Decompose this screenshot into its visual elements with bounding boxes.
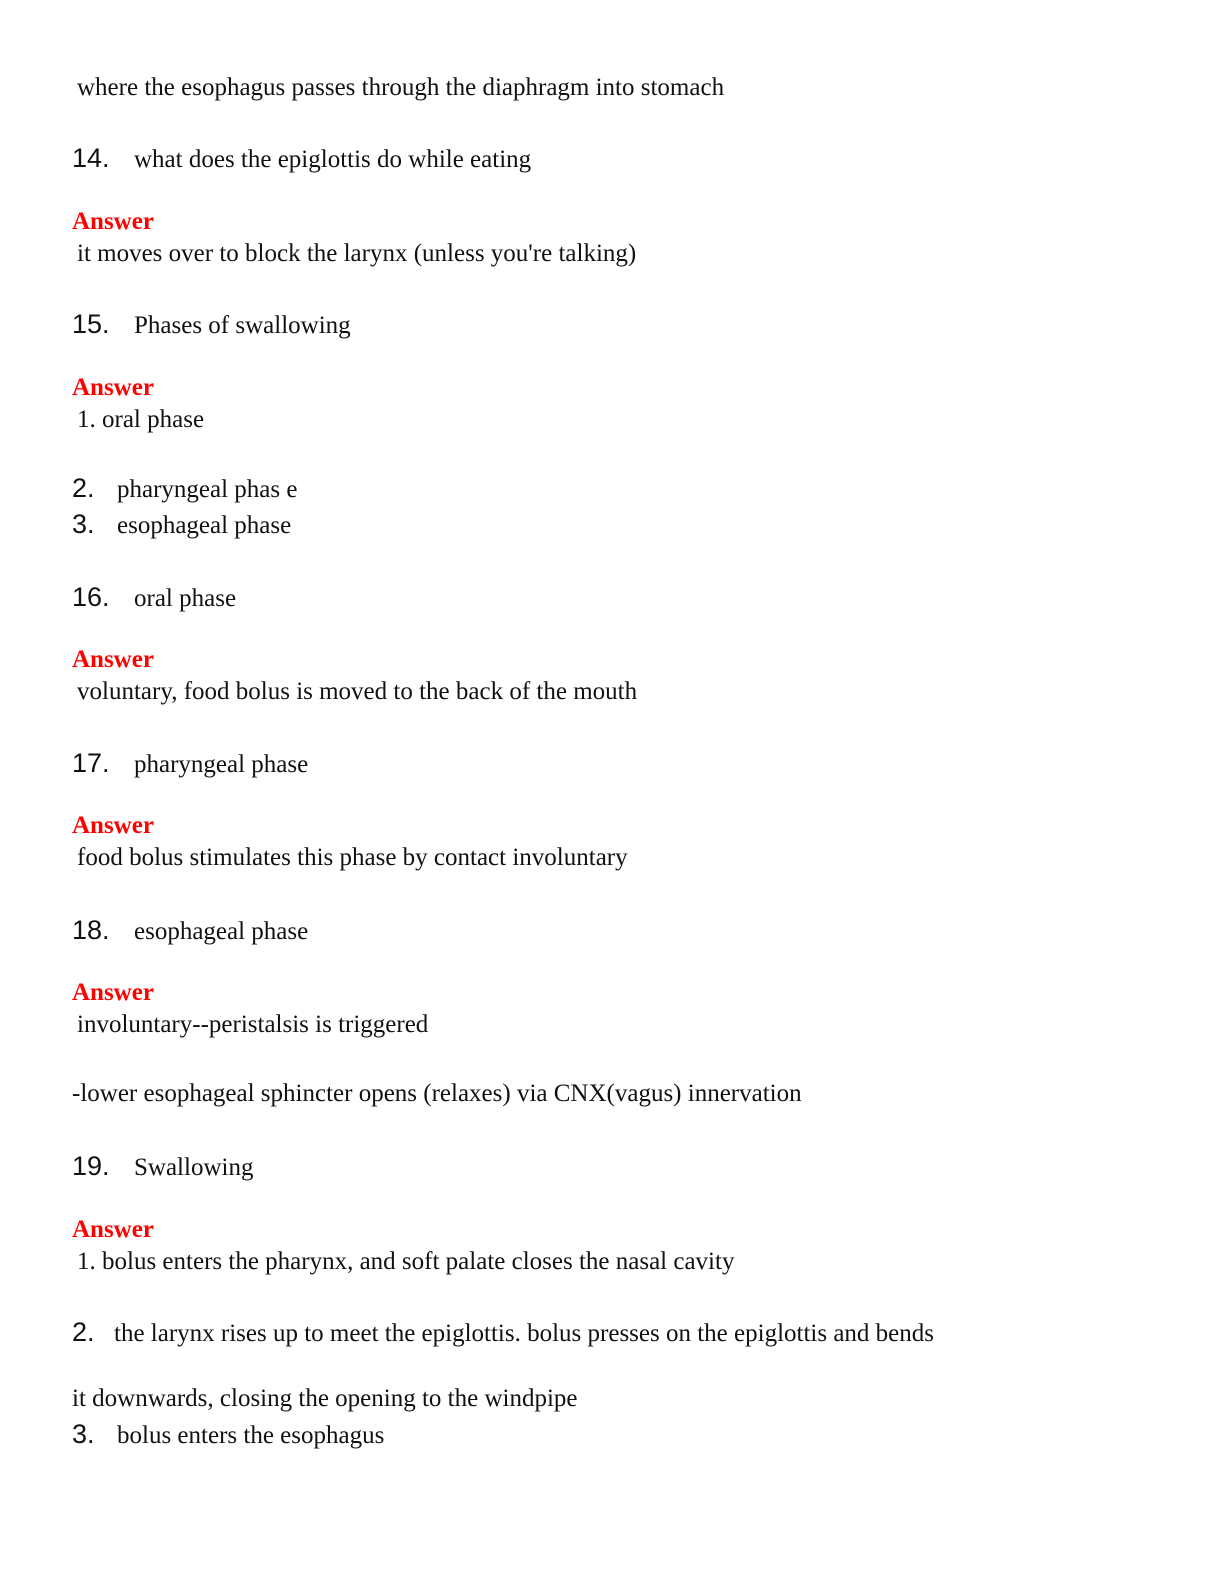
answer-label: Answer	[72, 646, 154, 673]
question-text: oral phase	[134, 585, 237, 612]
question-number: 19.	[72, 1151, 110, 1181]
list-text: esophageal phase	[117, 512, 292, 539]
question-number: 18.	[72, 915, 110, 945]
answer-label: Answer	[72, 208, 154, 235]
answer-text-18-line-2: -lower esophageal sphincter opens (relaxes) via CNX(vagus) innervation	[72, 1080, 802, 1107]
answer-text-15-item-3	[72, 509, 291, 541]
question-text: esophageal phase	[134, 918, 309, 945]
question-number: 15.	[72, 309, 110, 339]
list-text: bolus enters the esophagus	[117, 1422, 385, 1449]
question-number: 16.	[72, 582, 110, 612]
question-19	[72, 1151, 253, 1183]
answer-text-13: where the esophagus passes through the diaphragm into stomach	[77, 74, 725, 101]
answer-text-15-item-1: 1. oral phase	[77, 406, 205, 433]
answer-text-18-line-1: involuntary--peristalsis is triggered	[77, 1011, 429, 1038]
question-text: Phases of swallowing	[134, 312, 351, 339]
list-number: 2.	[72, 473, 95, 503]
answer-text-19-item-2-continued: it downwards, closing the opening to the windpipe	[72, 1385, 578, 1412]
answer-label: Answer	[72, 979, 154, 1006]
question-text: what does the epiglottis do while eating	[134, 146, 532, 173]
answer-text-19-item-2	[72, 1317, 934, 1349]
list-number: 2.	[72, 1317, 95, 1347]
answer-text-19-item-3	[72, 1419, 384, 1451]
question-16	[72, 582, 236, 614]
list-number: 3.	[72, 509, 95, 539]
question-number: 14.	[72, 143, 110, 173]
answer-label: Answer	[72, 812, 154, 839]
list-text: pharyngeal phas e	[117, 476, 298, 503]
question-text: pharyngeal phase	[134, 751, 309, 778]
answer-label: Answer	[72, 374, 154, 401]
question-18	[72, 915, 308, 947]
question-17	[72, 748, 308, 780]
question-number: 17.	[72, 748, 110, 778]
question-15	[72, 309, 351, 341]
question-text: Swallowing	[134, 1154, 254, 1181]
list-number: 3.	[72, 1419, 95, 1449]
answer-text-15-item-2	[72, 473, 297, 505]
list-text: the larynx rises up to meet the epiglottis. bolus presses on the epiglottis and bends	[114, 1320, 935, 1347]
answer-text-16: voluntary, food bolus is moved to the back of the mouth	[77, 678, 638, 705]
question-14	[72, 143, 531, 175]
answer-text-17: food bolus stimulates this phase by contact involuntary	[77, 844, 628, 871]
answer-text-14: it moves over to block the larynx (unless you're talking)	[77, 240, 637, 267]
answer-label: Answer	[72, 1216, 154, 1243]
answer-text-19-item-1: 1. bolus enters the pharynx, and soft palate closes the nasal cavity	[77, 1248, 735, 1275]
